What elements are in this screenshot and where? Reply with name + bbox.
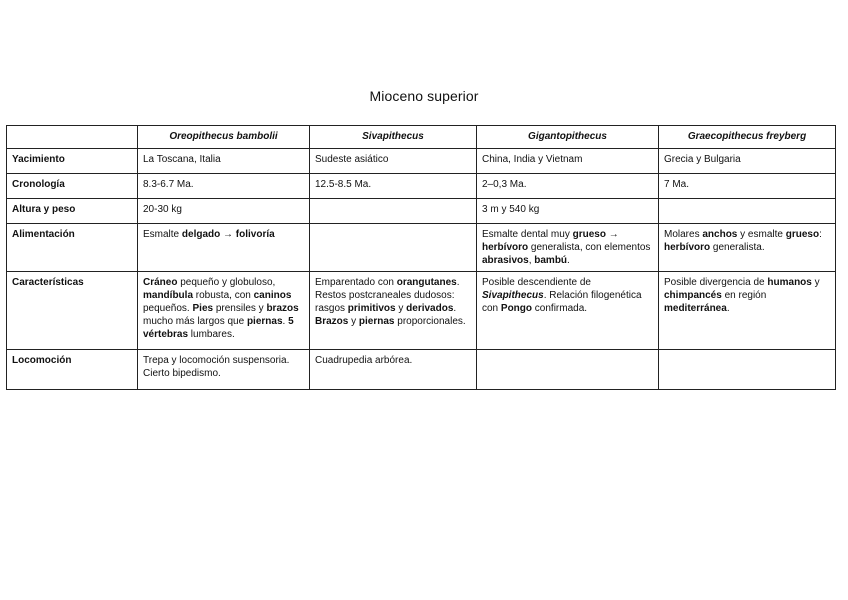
- cell-alimentacion-graeco: Molares anchos y esmalte grueso: herbívoro generalista.: [659, 224, 836, 272]
- row-label-altura: Altura y peso: [7, 199, 138, 224]
- row-label-locomocion: Locomoción: [7, 350, 138, 390]
- cell-cronologia-siva: 12.5-8.5 Ma.: [310, 174, 477, 199]
- cell-locomocion-oreo: Trepa y locomoción suspensoria. Cierto bipedismo.: [138, 350, 310, 390]
- row-label-alimentacion: Alimentación: [7, 224, 138, 272]
- cell-locomocion-siva: Cuadrupedia arbórea.: [310, 350, 477, 390]
- cell-alimentacion-oreo: Esmalte delgado → folivoría: [138, 224, 310, 272]
- table-row: [7, 224, 836, 272]
- cell-alimentacion-siva: [310, 224, 477, 272]
- cell-caracteristicas-oreo: Cráneo pequeño y globuloso, mandíbula robusta, con caninos pequeños. Pies prensiles y brazos mucho más largos que piernas. 5 vértebras lumbares.: [138, 272, 310, 350]
- row-label-yacimiento: Yacimiento: [7, 149, 138, 174]
- cell-altura-siva: [310, 199, 477, 224]
- row-label-caracteristicas: Características: [7, 272, 138, 350]
- table-row: [7, 149, 836, 174]
- cell-cronologia-giga: 2–0,3 Ma.: [477, 174, 659, 199]
- header-oreopithecus: Oreopithecus bambolii: [138, 126, 310, 149]
- header-row: [7, 126, 836, 149]
- cell-yacimiento-oreo: La Toscana, Italia: [138, 149, 310, 174]
- cell-yacimiento-giga: China, India y Vietnam: [477, 149, 659, 174]
- header-gigantopithecus: Gigantopithecus: [477, 126, 659, 149]
- table-row: [7, 272, 836, 350]
- table-row: [7, 350, 836, 390]
- page-title: Mioceno superior: [369, 88, 479, 104]
- cell-yacimiento-graeco: Grecia y Bulgaria: [659, 149, 836, 174]
- cell-caracteristicas-graeco: Posible divergencia de humanos y chimpancés en región mediterránea.: [659, 272, 836, 350]
- cell-caracteristicas-giga: Posible descendiente de Sivapithecus. Relación filogenética con Pongo confirmada.: [477, 272, 659, 350]
- comparison-table: [6, 125, 836, 390]
- header-sivapithecus: Sivapithecus: [310, 126, 477, 149]
- cell-locomocion-giga: [477, 350, 659, 390]
- cell-locomocion-graeco: [659, 350, 836, 390]
- header-graecopithecus: Graecopithecus freyberg: [659, 126, 836, 149]
- row-label-cronologia: Cronología: [7, 174, 138, 199]
- cell-altura-oreo: 20-30 kg: [138, 199, 310, 224]
- table-row: [7, 199, 836, 224]
- cell-alimentacion-giga: Esmalte dental muy grueso → herbívoro generalista, con elementos abrasivos, bambú.: [477, 224, 659, 272]
- cell-altura-graeco: [659, 199, 836, 224]
- cell-cronologia-oreo: 8.3-6.7 Ma.: [138, 174, 310, 199]
- cell-caracteristicas-siva: Emparentado con orangutanes. Restos postcraneales dudosos: rasgos primitivos y derivados. Brazos y piernas proporcionales.: [310, 272, 477, 350]
- cell-yacimiento-siva: Sudeste asiático: [310, 149, 477, 174]
- header-empty-cell: [7, 126, 138, 149]
- cell-cronologia-graeco: 7 Ma.: [659, 174, 836, 199]
- cell-altura-giga: 3 m y 540 kg: [477, 199, 659, 224]
- table-row: [7, 174, 836, 199]
